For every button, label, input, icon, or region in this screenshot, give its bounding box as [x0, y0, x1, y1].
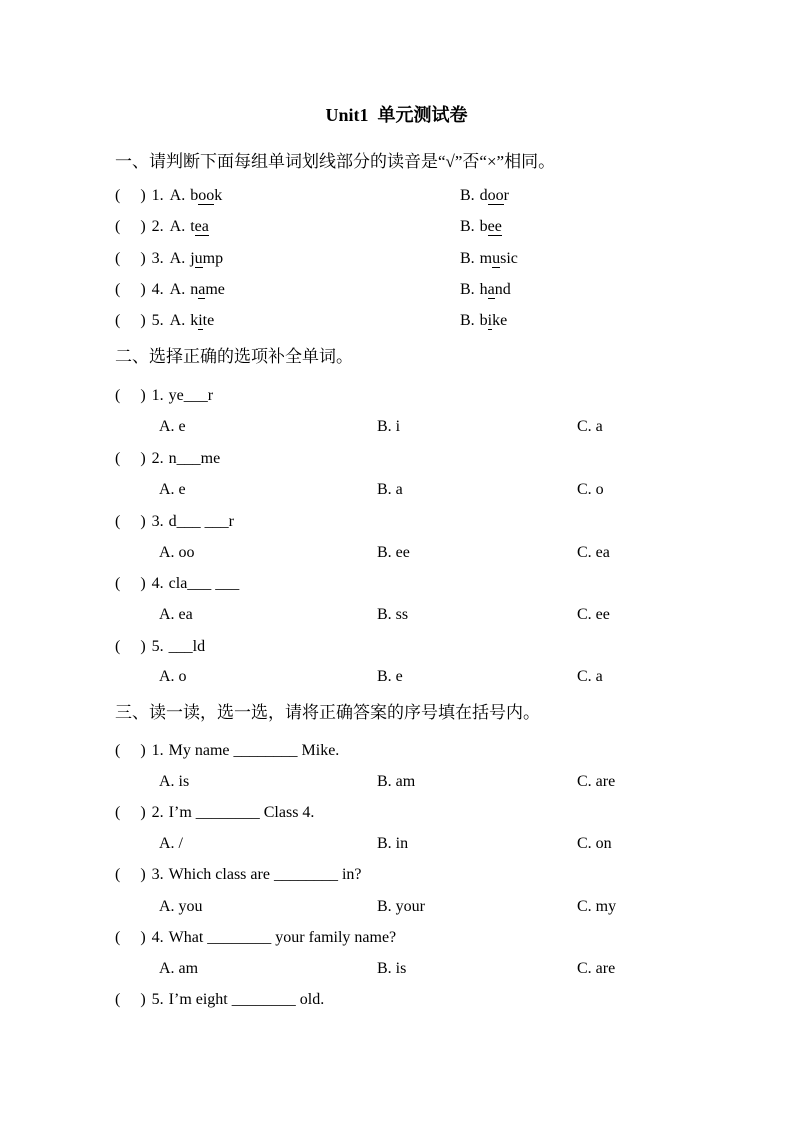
choice-question-row-5	[115, 989, 793, 1011]
option-a: A. you	[159, 898, 203, 915]
word-b-underlined: oo	[487, 187, 504, 204]
section-two-heading: 二、选择正确的选项补全单词。	[115, 347, 353, 366]
word-with-blank: ___ld	[168, 638, 206, 655]
fill-question-row-1	[115, 385, 793, 407]
option-a: A. am	[159, 960, 199, 977]
option-c: C. a	[577, 418, 603, 435]
word-b-underlined: a	[487, 281, 495, 298]
word-b-underlined: ee	[487, 218, 502, 235]
word-a-underlined: oo	[198, 187, 215, 204]
word-b-pre: b	[479, 218, 488, 235]
word-a	[190, 281, 225, 298]
pron-question-row-2	[115, 216, 793, 238]
word-b-post: ke	[492, 312, 508, 329]
word-with-blank: ye___r	[168, 387, 214, 404]
word-b-pre: m	[479, 250, 493, 267]
word-b-label: B.	[460, 218, 475, 235]
word-b	[480, 187, 509, 204]
question-number: 1.	[151, 387, 164, 404]
word-b-label: B.	[460, 250, 475, 267]
word-b-underlined: i	[487, 312, 493, 329]
word-a-post: me	[205, 281, 225, 298]
word-a-label: A.	[169, 218, 186, 235]
question-number: 5.	[151, 991, 164, 1008]
word-b-label: B.	[460, 281, 475, 298]
word-a	[190, 218, 209, 235]
word-b-label: B.	[460, 312, 475, 329]
section-three-heading: 三、读一读，选一选，请将正确答案的序号填在括号内。	[115, 703, 540, 722]
options-row-2	[115, 479, 793, 501]
word-b-group	[460, 185, 509, 207]
sentence-with-blank: Which class are ________ in?	[168, 866, 362, 883]
sentence-with-blank: I’m ________ Class 4.	[168, 804, 315, 821]
choice-question-row-3	[115, 864, 793, 886]
sentence-with-blank: My name ________ Mike.	[168, 742, 340, 759]
fill-question-row-3	[115, 511, 793, 533]
word-a-label: A.	[169, 187, 186, 204]
section-one-heading: 一、请判断下面每组单词划线部分的读音是“√”否“×”相同。	[115, 152, 556, 171]
word-b-label: B.	[460, 187, 475, 204]
word-with-blank: cla___ ___	[168, 575, 240, 592]
word-b-post: r	[503, 187, 509, 204]
question-number: 3.	[151, 513, 164, 530]
option-b: B. a	[377, 481, 403, 498]
answer-bracket: ( )	[115, 991, 146, 1008]
question-number: 5.	[151, 638, 164, 655]
answer-bracket: ( )	[115, 281, 146, 298]
option-b: B. am	[377, 773, 416, 790]
word-b-pre: h	[479, 281, 488, 298]
question-number: 4.	[151, 929, 164, 946]
options-row-4	[115, 604, 793, 626]
option-a: A. oo	[159, 544, 195, 561]
question-number: 2.	[151, 804, 164, 821]
answer-bracket: ( )	[115, 804, 146, 821]
option-c: C. a	[577, 668, 603, 685]
answer-bracket: ( )	[115, 187, 146, 204]
answer-bracket: ( )	[115, 638, 146, 655]
pron-question-row-4	[115, 279, 793, 301]
option-b: B. your	[377, 898, 425, 915]
word-b-group	[460, 216, 502, 238]
options-row-3	[115, 542, 793, 564]
option-a: A. is	[159, 773, 190, 790]
word-b-pre: d	[479, 187, 488, 204]
answer-bracket: ( )	[115, 218, 146, 235]
word-a-post: mp	[202, 250, 224, 267]
pron-question-row-1	[115, 185, 793, 207]
fill-question-row-2	[115, 448, 793, 470]
question-number: 1.	[151, 742, 164, 759]
choice-question-row-4	[115, 927, 793, 949]
question-number: 4.	[151, 575, 164, 592]
options-row-2	[115, 833, 793, 855]
choice-question-row-1	[115, 740, 793, 762]
question-number: 1.	[151, 187, 164, 204]
word-with-blank: d___ ___r	[168, 513, 234, 530]
sentence-with-blank: I’m eight ________ old.	[168, 991, 325, 1008]
word-a-pre: b	[190, 187, 199, 204]
options-row-1	[115, 771, 793, 793]
question-number: 2.	[151, 218, 164, 235]
question-number: 3.	[151, 250, 164, 267]
option-c: C. o	[577, 481, 604, 498]
option-a: A. e	[159, 481, 186, 498]
word-b	[480, 312, 508, 329]
answer-bracket: ( )	[115, 450, 146, 467]
option-c: C. ea	[577, 544, 610, 561]
option-a: A. o	[159, 668, 187, 685]
word-a-pre: j	[190, 250, 195, 267]
question-number: 2.	[151, 450, 164, 467]
option-c: C. ee	[577, 606, 610, 623]
fill-question-row-5	[115, 636, 793, 658]
option-b: B. in	[377, 835, 409, 852]
word-b-group	[460, 248, 518, 270]
word-b-pre: b	[479, 312, 488, 329]
question-number: 4.	[151, 281, 164, 298]
word-b-underlined: u	[492, 250, 501, 267]
option-c: C. are	[577, 773, 616, 790]
word-b	[480, 218, 502, 235]
word-a	[190, 312, 214, 329]
answer-bracket: ( )	[115, 929, 146, 946]
options-row-5	[115, 666, 793, 688]
word-a	[190, 187, 222, 204]
word-a-underlined: a	[198, 281, 206, 298]
options-row-3	[115, 896, 793, 918]
answer-bracket: ( )	[115, 575, 146, 592]
word-b	[480, 250, 518, 267]
word-a-underlined: ea	[194, 218, 209, 235]
pron-question-row-5	[115, 310, 793, 332]
option-c: C. are	[577, 960, 616, 977]
options-row-4	[115, 958, 793, 980]
answer-bracket: ( )	[115, 387, 146, 404]
word-a	[190, 250, 223, 267]
option-a: A. /	[159, 835, 183, 852]
option-b: B. is	[377, 960, 407, 977]
option-c: C. my	[577, 898, 617, 915]
option-a: A. ea	[159, 606, 193, 623]
word-a-pre: k	[190, 312, 199, 329]
word-a-post: k	[214, 187, 223, 204]
word-a-post: te	[202, 312, 215, 329]
answer-bracket: ( )	[115, 513, 146, 530]
option-b: B. ee	[377, 544, 410, 561]
word-b-group	[460, 279, 511, 301]
word-a-label: A.	[169, 281, 186, 298]
options-row-1	[115, 416, 793, 438]
word-b-post: sic	[500, 250, 518, 267]
answer-bracket: ( )	[115, 866, 146, 883]
option-b: B. e	[377, 668, 403, 685]
fill-question-row-4	[115, 573, 793, 595]
pron-question-row-3	[115, 248, 793, 270]
option-b: B. ss	[377, 606, 409, 623]
word-a-pre: n	[190, 281, 199, 298]
word-a-underlined: i	[198, 312, 203, 329]
word-with-blank: n___me	[168, 450, 221, 467]
word-a-pre: t	[190, 218, 195, 235]
option-c: C. on	[577, 835, 612, 852]
answer-bracket: ( )	[115, 742, 146, 759]
option-a: A. e	[159, 418, 186, 435]
question-number: 3.	[151, 866, 164, 883]
option-b: B. i	[377, 418, 401, 435]
word-a-label: A.	[169, 250, 186, 267]
word-b	[480, 281, 511, 298]
word-a-label: A.	[169, 312, 186, 329]
question-number: 5.	[151, 312, 164, 329]
page-title: Unit1 单元测试卷	[325, 105, 468, 125]
answer-bracket: ( )	[115, 312, 146, 329]
word-b-post: nd	[494, 281, 511, 298]
answer-bracket: ( )	[115, 250, 146, 267]
sentence-with-blank: What ________ your family name?	[168, 929, 397, 946]
word-b-group	[460, 310, 507, 332]
choice-question-row-2	[115, 802, 793, 824]
word-a-underlined: u	[194, 250, 203, 267]
